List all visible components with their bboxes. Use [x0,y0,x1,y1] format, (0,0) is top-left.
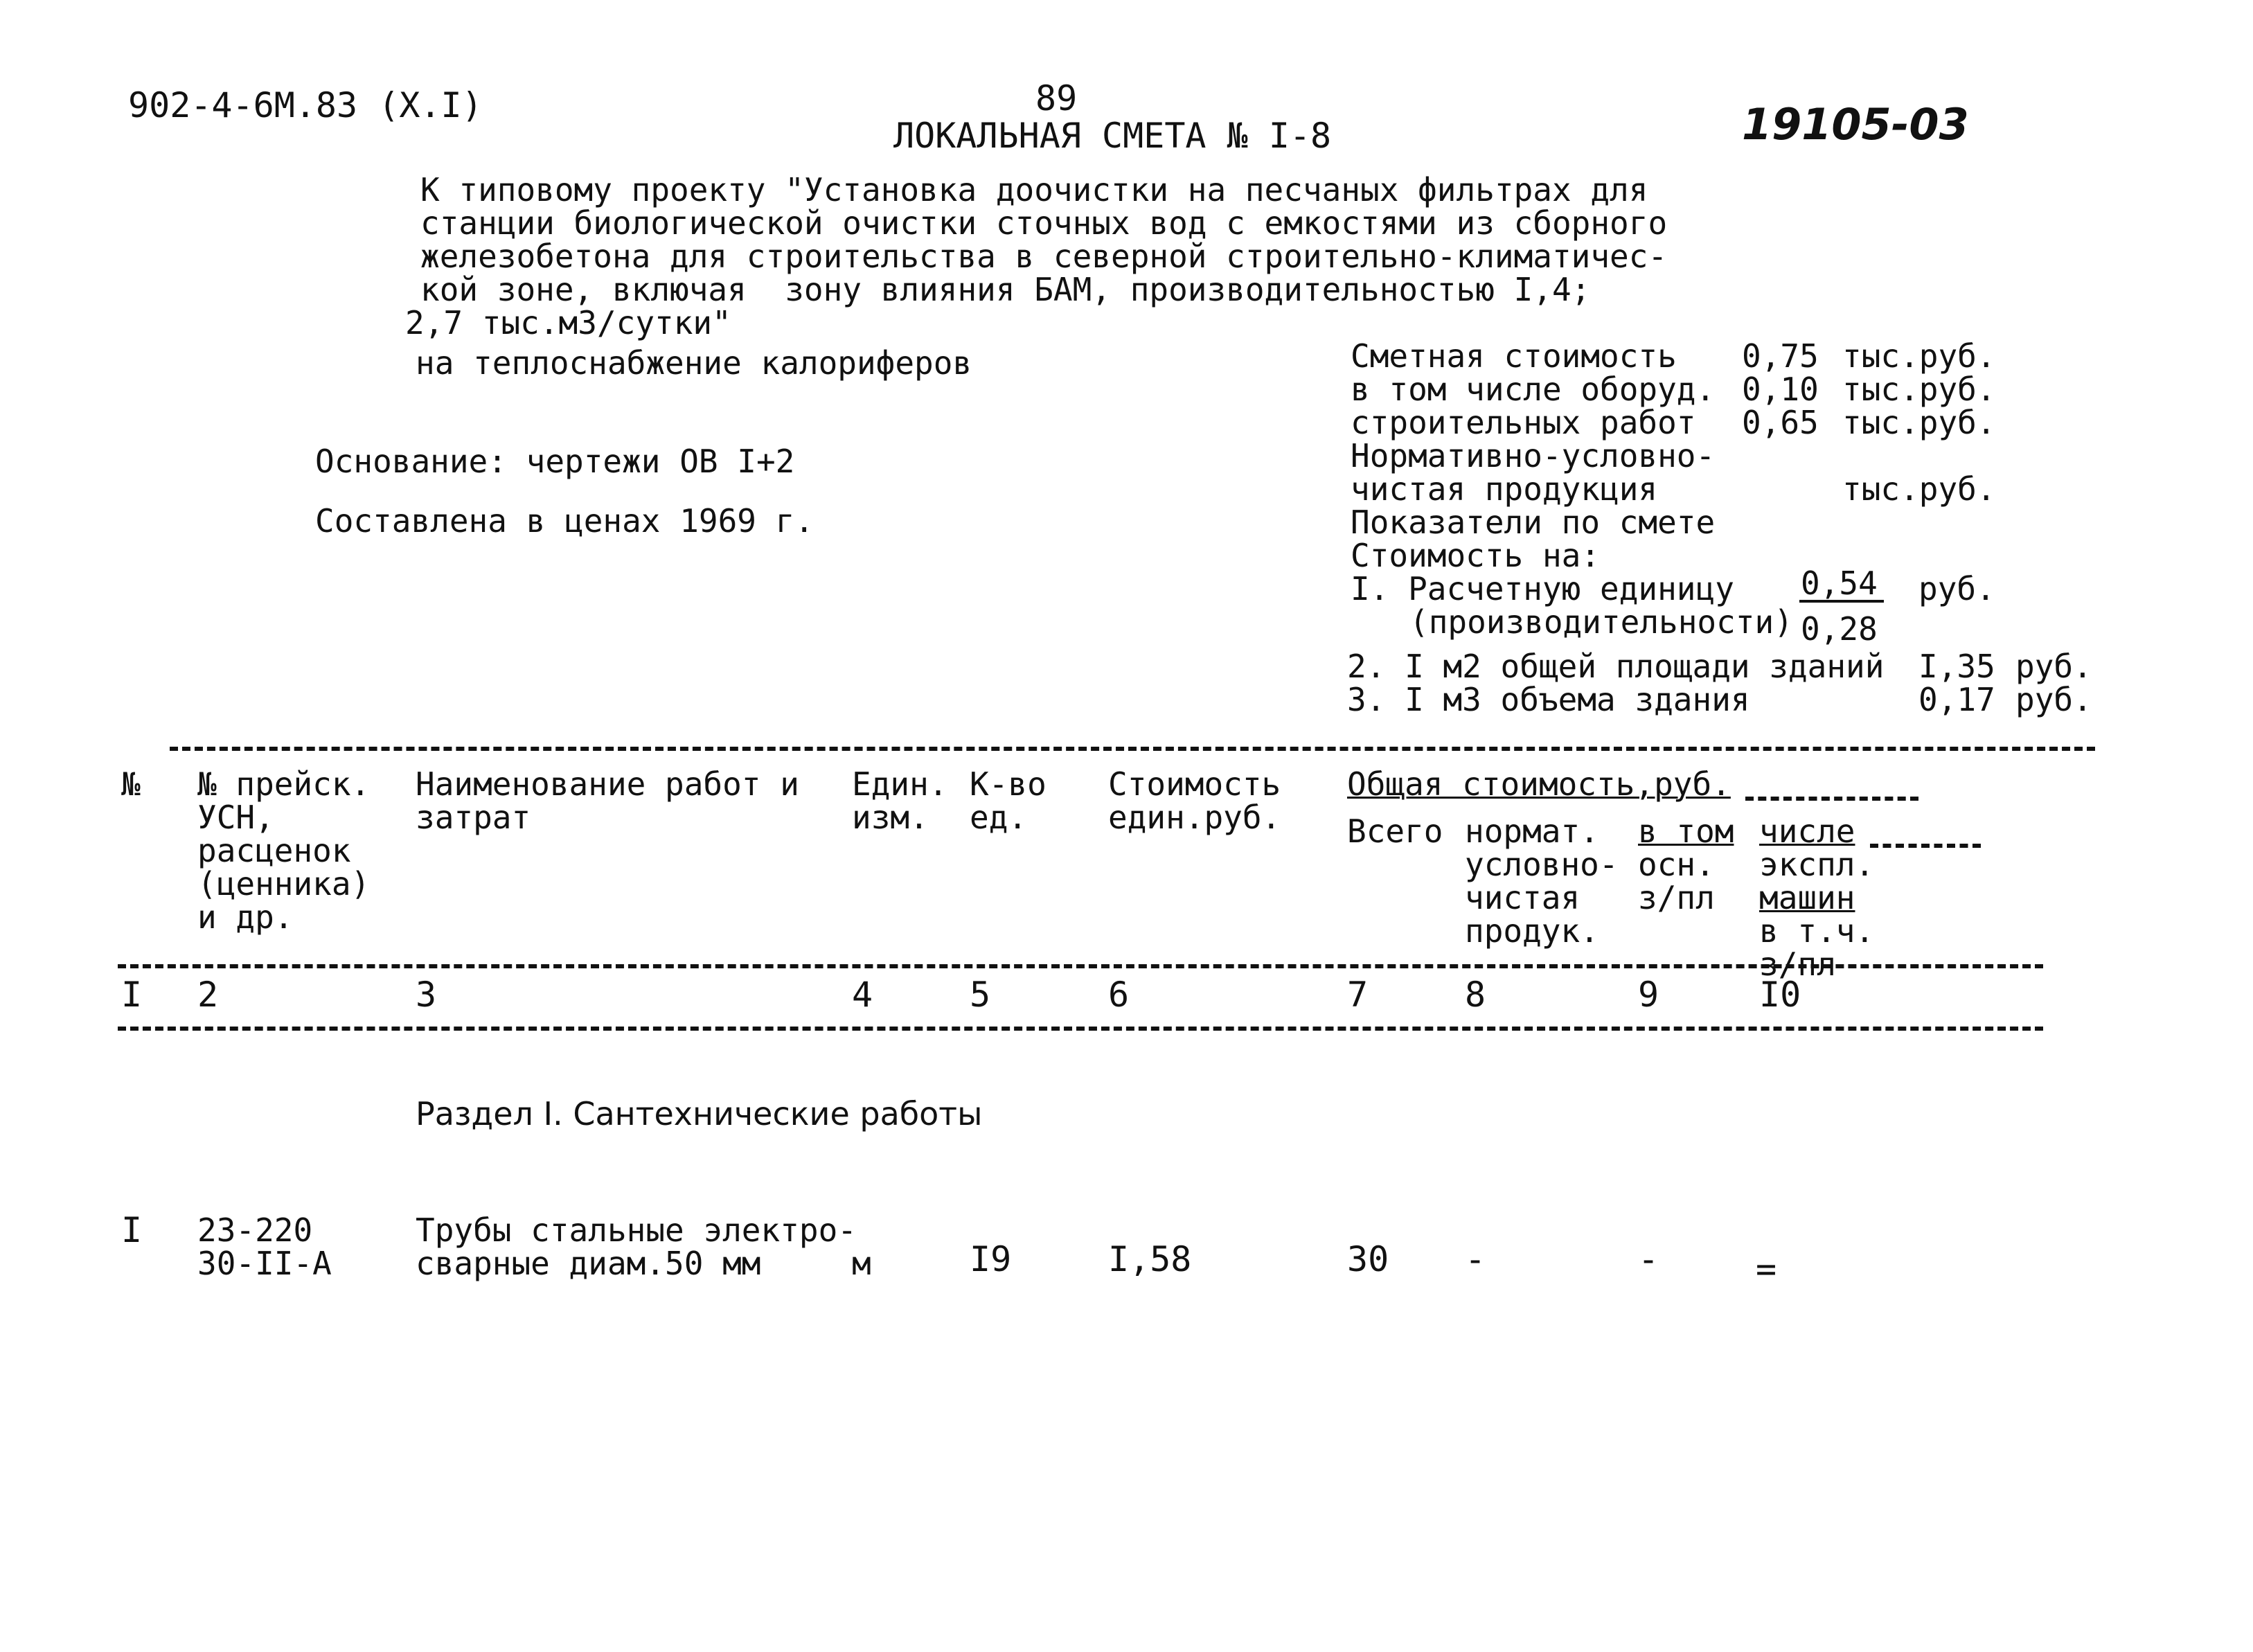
col10-header-1: экспл. [1759,846,1875,883]
col5-header-1: К-во [970,765,1047,803]
col9-header-1: осн. [1638,846,1715,883]
col8-header-3: чистая [1465,879,1580,916]
item1-unit: руб. [1918,570,1995,607]
equipment-label: в том числе оборуд. [1351,371,1716,408]
col10-group-rule [1870,844,1981,848]
page-number: 89 [1035,78,1078,118]
col6-header-1: Стоимость [1108,765,1281,803]
col2-header-5: и др. [197,898,294,936]
net-output-unit: тыс.руб. [1842,470,1996,508]
section-title: Раздел I. Сантехнические работы [416,1095,983,1133]
item2-unit: руб. [2015,648,2092,685]
total-cost-group-header: Общая стоимость,руб. [1347,765,1731,803]
row-number: I [121,1210,143,1250]
col-number-10: I0 [1759,975,1801,1015]
net-output-label-1: Нормативно-условно- [1351,437,1716,474]
col2-header-1: № прейск. [197,765,371,803]
item1-denominator: 0,28 [1801,610,1878,648]
doc-code: 902-4-6М.83 (Х.I) [128,85,483,125]
estimated-cost-unit: тыс.руб. [1842,337,1996,375]
handwritten-number: 19105-03 [1742,99,1969,150]
estimated-cost-label: Сметная стоимость [1351,337,1677,375]
table-numbers-rule [118,1027,2043,1031]
item1-numerator: 0,54 [1801,565,1878,602]
row-name-2: сварные диам.50 мм [416,1245,761,1282]
col8-header-4: продук. [1465,912,1599,950]
intro-line-4: кой зоне, включая зону влияния БАМ, производительностью I,4; [420,271,1591,308]
col8-header-2: условно- [1465,846,1619,883]
subject: на теплоснабжение калориферов [416,344,972,382]
col4-header-2: изм. [852,799,929,836]
col5-header-2: ед. [970,799,1028,836]
row-name-1: Трубы стальные электро- [416,1211,857,1249]
col4-header-1: Един. [852,765,948,803]
row-qty: I9 [970,1239,1012,1279]
intro-line-5: 2,7 тыс.м3/сутки" [405,304,731,341]
col2-header-2: УСН, [197,799,274,836]
construction-label: строительных работ [1351,404,1696,441]
col3-header-2: затрат [416,799,531,836]
col-number-7: 7 [1347,975,1369,1015]
col-number-4: 4 [852,975,873,1015]
item3-label: 3. I м3 объема здания [1347,681,1750,718]
item1-label-2: (производительности) [1409,603,1793,641]
intro-line-3: железобетона для строительства в северной строительно-климатичес- [420,238,1668,275]
prices-year: Составлена в ценах 1969 г. [315,502,814,540]
col10-header-2: машин [1759,879,1855,916]
col-number-3: 3 [416,975,437,1015]
col1-header: № [121,765,141,803]
intro-line-1: К типовому проекту "Установка доочистки на песчаных фильтрах для [420,171,1648,208]
row-code-1: 23-220 [197,1211,313,1249]
col-number-2: 2 [197,975,219,1015]
col-number-5: 5 [970,975,991,1015]
intro-line-2: станции биологической очистки сточных вод с емкостями из сборного [420,204,1668,242]
col-number-9: 9 [1638,975,1659,1015]
table-header-rule [118,964,2043,968]
col-number-8: 8 [1465,975,1486,1015]
row-unit: м [852,1245,871,1282]
item2-label: 2. I м2 общей площади зданий [1347,648,1885,685]
item1-fraction-line [1799,600,1884,603]
col3-header-1: Наименование работ и [416,765,799,803]
item2-value: I,35 [1918,648,1995,685]
col10-header-3: в т.ч. [1759,912,1875,950]
item1-label: I. Расчетную единицу [1351,570,1734,607]
col6-header-2: един.руб. [1108,799,1281,836]
item3-value: 0,17 [1918,681,1995,718]
estimated-cost-value: 0,75 [1742,337,1819,375]
equipment-unit: тыс.руб. [1842,371,1996,408]
row-machines: = [1756,1249,1777,1289]
col7-header: Всего [1347,812,1443,850]
row-unit-cost: I,58 [1108,1239,1192,1279]
construction-value: 0,65 [1742,404,1819,441]
col-number-6: 6 [1108,975,1130,1015]
row-total: 30 [1347,1239,1389,1279]
item3-unit: руб. [2015,681,2092,718]
page-title: ЛОКАЛЬНАЯ СМЕТА № I-8 [893,116,1332,156]
col-number-1: I [121,975,143,1015]
col9-header-2: з/пл [1638,879,1715,916]
equipment-value: 0,10 [1742,371,1819,408]
col9-group-header: в том [1638,812,1734,850]
cost-for-label: Стоимость на: [1351,537,1601,574]
col2-header-4: (ценника) [197,865,371,903]
row-net-output: - [1465,1239,1486,1279]
row-code-2: 30-II-А [197,1245,332,1282]
table-top-rule [170,747,2095,751]
construction-unit: тыс.руб. [1842,404,1996,441]
indicators-label: Показатели по смете [1351,504,1716,541]
col2-header-3: расценок [197,832,351,869]
col8-header-1: нормат. [1465,812,1599,850]
basis: Основание: чертежи ОВ I+2 [315,443,795,480]
col10-group-header: числе [1759,812,1855,850]
row-wages: - [1638,1239,1659,1279]
net-output-label-2: чистая продукция [1351,470,1658,508]
col10-header-4: з/пл [1759,945,1836,983]
total-cost-group-rule [1745,797,1918,801]
